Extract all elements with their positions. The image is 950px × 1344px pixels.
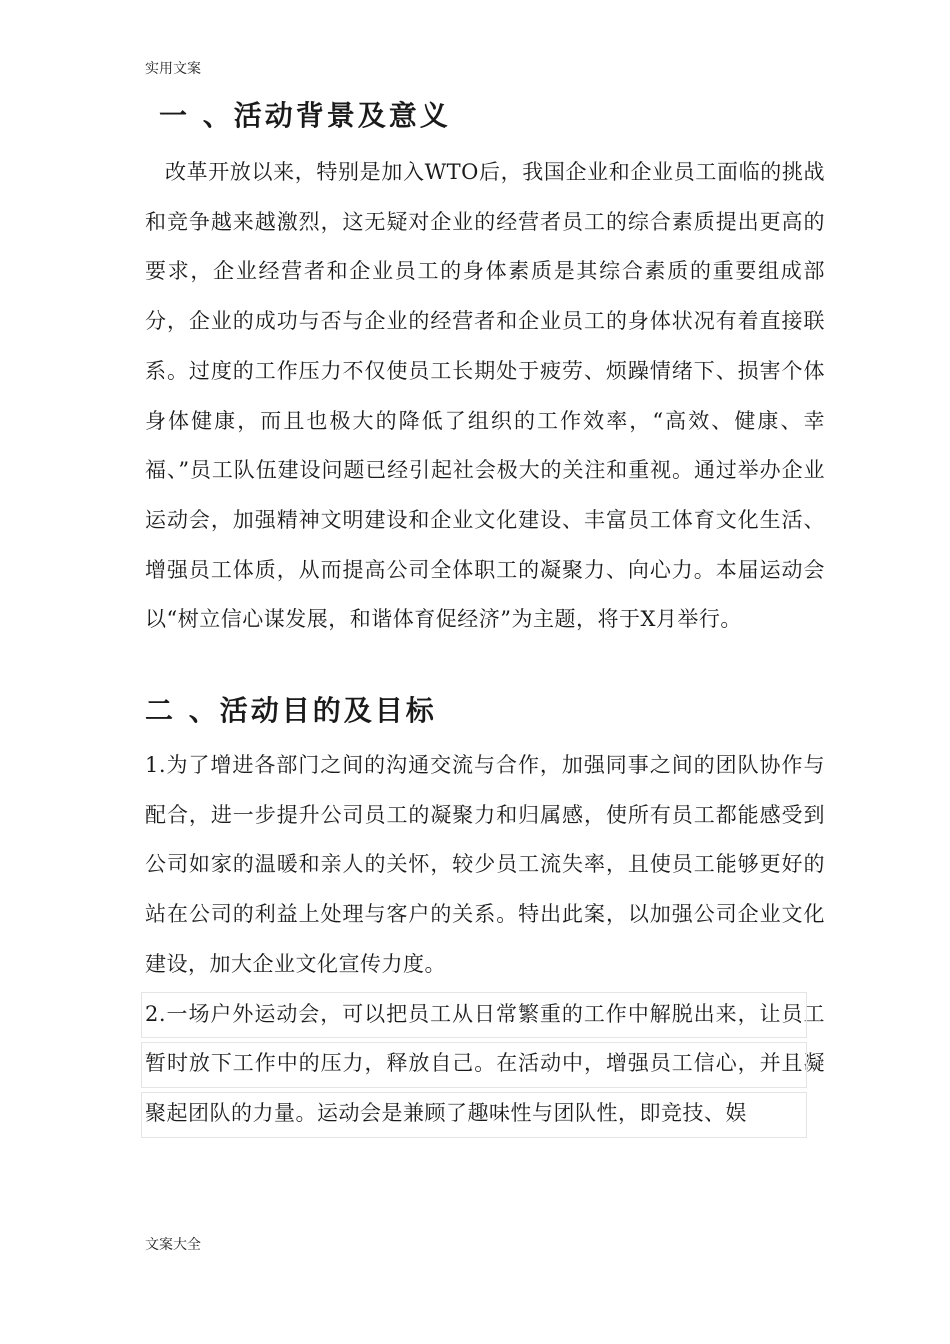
document-body [145,90,825,1139]
section-heading-background: 一 、活动背景及意义 [159,99,451,132]
paragraph-objective-2: 2.一场户外运动会，可以把员工从日常繁重的工作中解脱出来，让员工暂时放下工作中的压力，释放自己。在活动中，增强员工信心，并且凝聚起团队的力量。运动会是兼顾了趣味性与团队性，即竞技、娱 [145,1001,825,1125]
page-header: 实用文案 [145,61,201,77]
section-heading-objectives: 二 、活动目的及目标 [145,694,437,728]
paragraph-background: 改革开放以来，特别是加入WTO后，我国企业和企业员工面临的挑战和竞争越来越激烈，这无疑对企业的经营者员工的综合素质提出更高的要求，企业经营者和企业员工的身体素质是其综合素质的重要组成部分，企业的成功与否与企业的经营者和企业员工的身体状况有着直接联系。过度的工作压力不仅使员工长期处于疲劳、烦躁情绪下、损害个体身体健康，而且也极大的降低了组织的工作效率，“高效、健康、幸福、”员工队伍建设问题已经引起社会极大的关注和重视。通过举办企业运动会，加强精神文明建设和企业文化建设、丰富员工体育文化生活、增强员工体质，从而提高公司全体职工的凝聚力、向心力。本届运动会以“树立信心谋发展，和谐体育促经济”为主题，将于X月举行。 [145,160,825,632]
paragraph-objective-1: 1.为了增进各部门之间的沟通交流与合作，加强同事之间的团队协作与配合，进一步提升公司员工的凝聚力和归属感，使所有员工都能感受到公司如家的温暖和亲人的关怀，较少员工流失率，且使员工能够更好的站在公司的利益上处理与客户的关系。特出此案，以加强公司企业文化建设，加大企业文化宣传力度。 [145,753,825,976]
page-footer: 文案大全 [145,1237,201,1253]
highlighted-paragraph-block [145,990,825,1139]
